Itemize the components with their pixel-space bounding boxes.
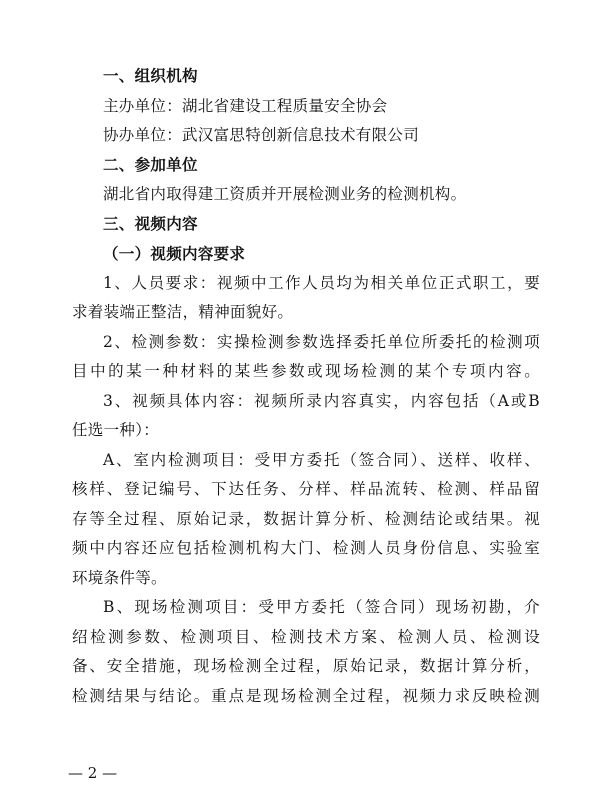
subsection-heading-requirements: （一）视频内容要求 bbox=[103, 244, 246, 263]
paragraph-line: B、现场检测项目：受甲方委托（签合同）现场初勘，介 bbox=[103, 598, 540, 616]
paragraph-line: 任选一种）： bbox=[72, 421, 160, 439]
section-heading-participants: 二、参加单位 bbox=[103, 155, 198, 174]
section-heading-video-content: 三、视频内容 bbox=[103, 214, 198, 233]
paragraph-line: A、室内检测项目：受甲方委托（签合同）、送样、收样、 bbox=[103, 450, 540, 469]
paragraph-line: 检测结果与结论。重点是现场检测全过程，视频力求反映检测 bbox=[72, 686, 540, 705]
paragraph-line: 核样、登记编号、下达任务、分样、样品流转、检测、样品留 bbox=[72, 480, 540, 498]
page-number: — 2 — bbox=[68, 764, 118, 782]
host-unit-line: 主办单位：湖北省建设工程质量安全协会 bbox=[103, 96, 388, 115]
paragraph-line: 绍检测参数、检测项目、检测技术方案、检测人员、检测设 bbox=[72, 627, 540, 646]
document-body bbox=[72, 62, 540, 711]
paragraph-line: 频中内容还应包括检测机构大门、检测人员身份信息、实验室 bbox=[72, 539, 540, 557]
co-host-unit-line: 协办单位：武汉富思特创新信息技术有限公司 bbox=[103, 126, 420, 144]
paragraph-line: 2、检测参数：实操检测参数选择委托单位所委托的检测项 bbox=[103, 332, 540, 351]
paragraph-line: 备、安全措施，现场检测全过程，原始记录，数据计算分析， bbox=[72, 657, 540, 675]
paragraph-line: 求着装端正整洁，精神面貌好。 bbox=[72, 303, 294, 321]
paragraph-line: 目中的某一种材料的某些参数或现场检测的某个专项内容。 bbox=[72, 362, 540, 380]
section-heading-organization: 一、组织机构 bbox=[103, 67, 198, 85]
paragraph-line: 存等全过程、原始记录，数据计算分析、检测结论或结果。视 bbox=[72, 509, 540, 528]
paragraph-line: 3、视频具体内容：视频所录内容真实，内容包括（A或B bbox=[103, 391, 540, 410]
paragraph-line: 1、人员要求：视频中工作人员均为相关单位正式职工，要 bbox=[103, 273, 540, 292]
paragraph-line: 环境条件等。 bbox=[72, 568, 167, 587]
participants-text: 湖北省内取得建工资质并开展检测业务的检测机构。 bbox=[103, 185, 467, 203]
